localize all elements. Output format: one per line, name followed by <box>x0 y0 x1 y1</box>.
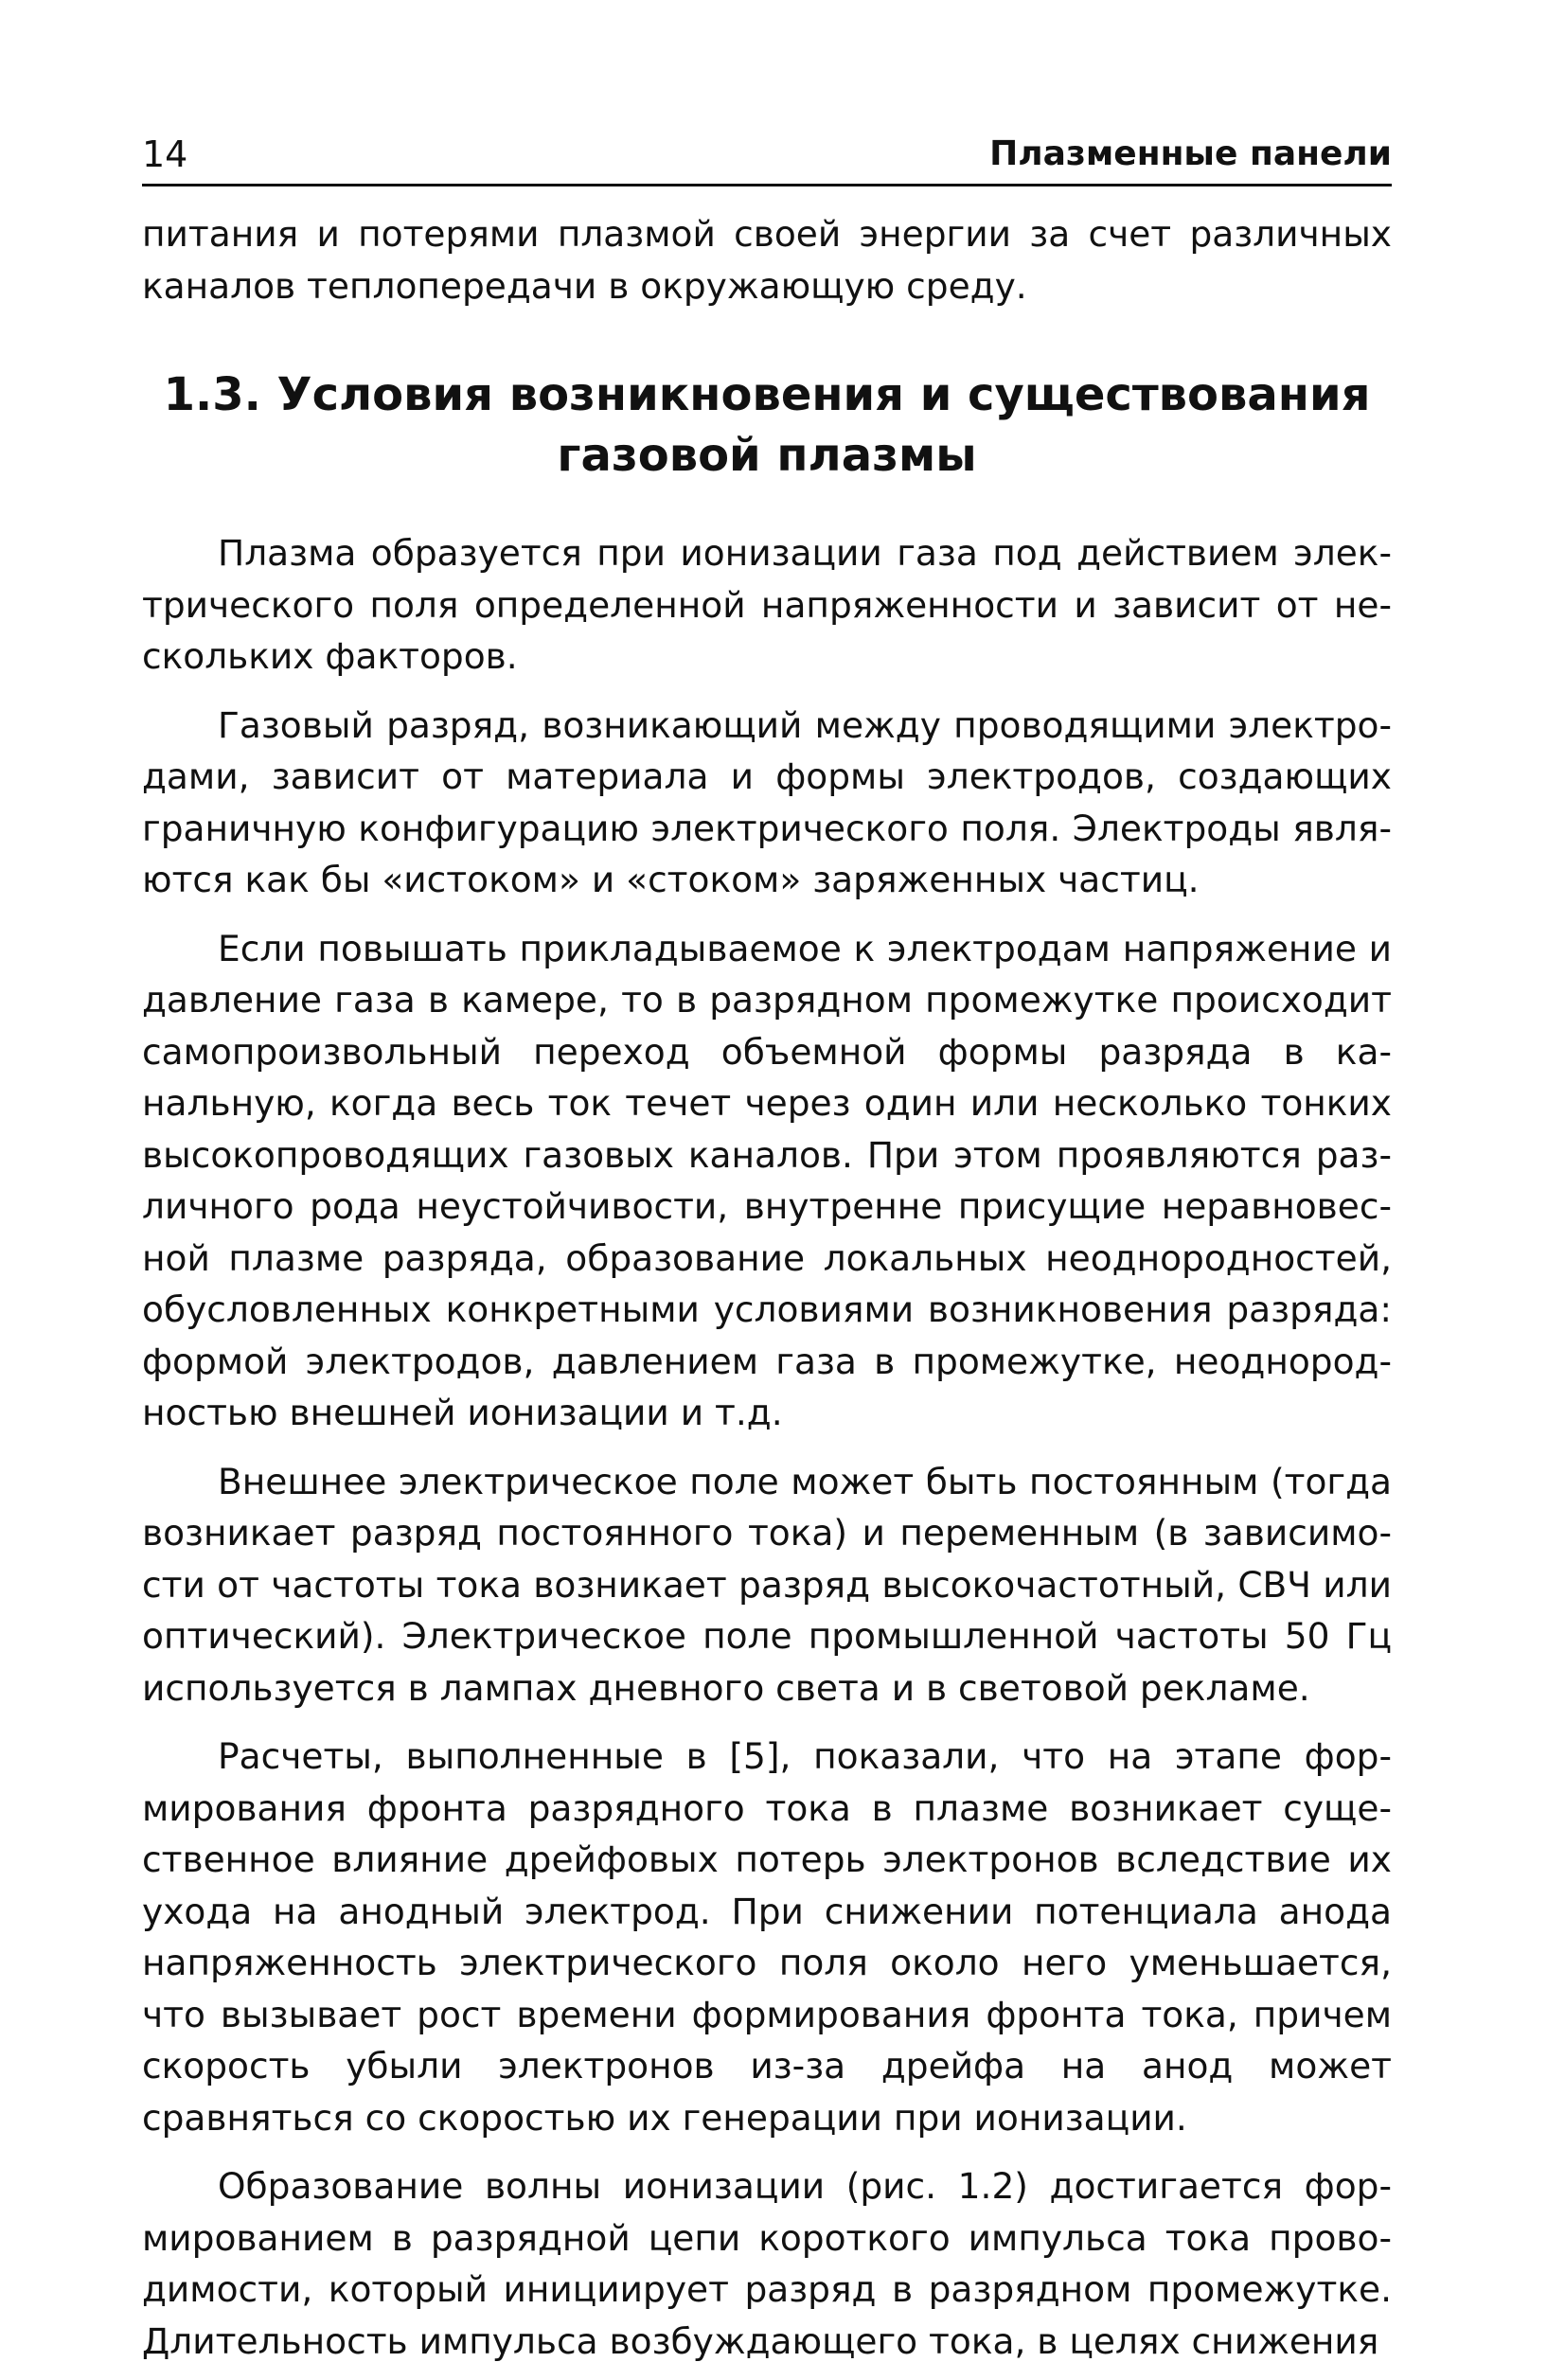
running-header <box>142 131 1392 186</box>
section-heading: 1.3. Условия возникновения и существования газовой плазмы <box>163 368 1371 482</box>
paragraph: Плазма образуется при ионизации газа под действием электрического поля определенной напряженности и зависит от нескольких факторов. <box>142 532 1392 677</box>
book-page <box>142 0 1392 2380</box>
paragraph: Образование волны ионизации (рис. 1.2) достигается формированием в разрядной цепи короткого импульса тока проводимости, который инициирует разряд в разрядном промежутке. Длительность импульса возбуждающего тока, в целях снижения <box>142 2165 1392 2362</box>
running-title: Плазменные панели <box>989 134 1392 173</box>
paragraph: Газовый разряд, возникающий между проводящими электродами, зависит от материала и формы электродов, создающих граничную конфигурацию электрического поля. Электроды являются как бы «истоком» и «стоком» заряженных частиц. <box>142 703 1392 900</box>
page-number: 14 <box>142 133 188 175</box>
page-body <box>142 208 1392 2367</box>
paragraph: Внешнее электрическое поле может быть постоянным (тогда возникает разряд постоянного тока) и переменным (в зависимости от частоты тока возникает разряд высокочастотный, СВЧ или оптический). Электрическое поле промышленной частоты 50 Гц используется в лампах дневного света и в световой рекламе. <box>142 1460 1392 1709</box>
paragraph: Расчеты, выполненные в [5], показали, что на этапе формирования фронта разрядного тока в плазме возникает существенное влияние дрейфовых потерь электронов вследствие их ухода на анодный электрод. При снижении потенциала анода напряженность электрического поля около него уменьшается, что вызывает рост времени формирования фронта тока, причем скорость убыли электронов из-за дрейфа на анод может сравняться со скоростью их генерации при ионизации. <box>142 1735 1392 2139</box>
paragraph: Если повышать прикладываемое к электродам напряжение и давление газа в камере, то в разрядном промежутке происходит самопроизвольный переход объемной формы разряда в канальную, когда весь ток течет через один или несколько тонких высокопроводящих газовых каналов. При этом проявляются различного рода неустойчивости, внутренне присущие неравновесной плазме разряда, образование локальных неоднородностей, обусловленных конкретными условиями возникновения разряда: формой электродов, давлением газа в промежутке, неоднородностью внешней ионизации и т.д. <box>142 927 1392 1433</box>
continuation-paragraph: питания и потерями плазмой своей энергии за счет различных каналов теплопередачи в окружающую среду. <box>142 213 1392 307</box>
